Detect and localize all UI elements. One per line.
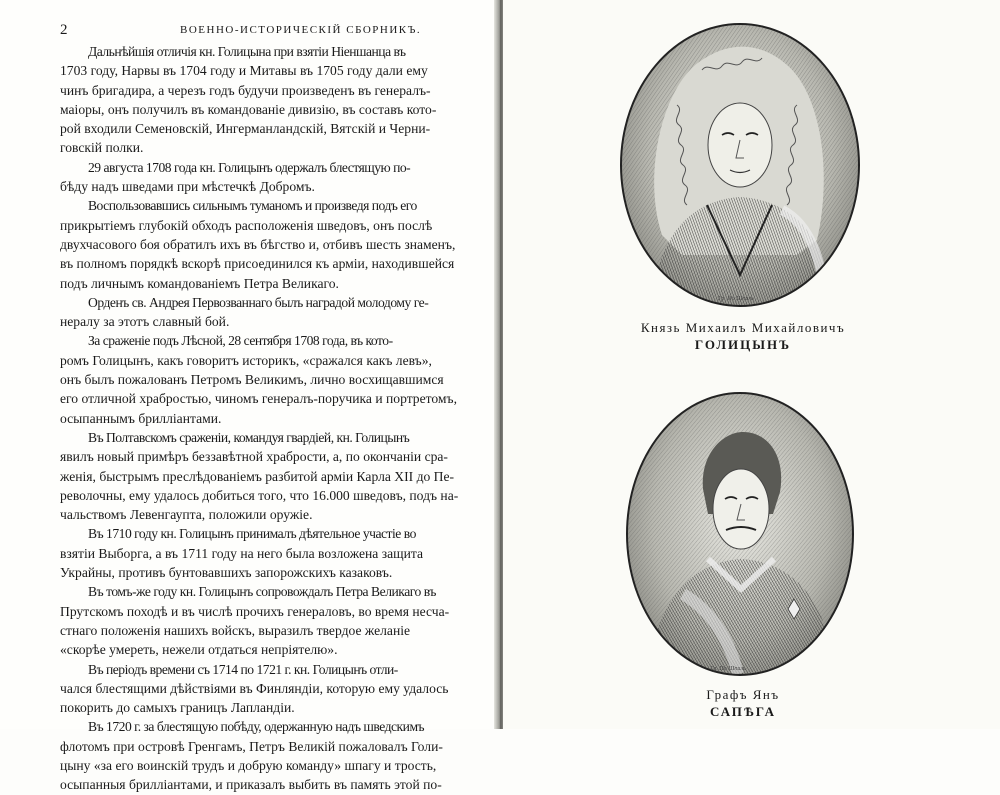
page-number: 2: [60, 22, 68, 38]
text-line: взятіи Выборга, а въ 1711 году на него была возложена защита: [60, 545, 424, 561]
portrait-sapieha: [626, 392, 854, 676]
text-line: «скорѣе умереть, нежели отдаться непріятелю».: [60, 642, 338, 658]
portrait-sapieha-engraving: [628, 394, 852, 674]
text-line: цыну «за его воинскій трудъ и добрую команду» шпагу и трость,: [60, 757, 437, 773]
paragraph: [60, 660, 470, 718]
text-line: явилъ новый примѣръ беззавѣтной храбрости, а, по окончаніи сра-: [60, 449, 448, 465]
paragraph: [60, 582, 470, 659]
paragraph: [60, 196, 470, 292]
text-line: Въ періодъ времени съ 1714 по 1721 г. кн. Голицынъ отли-: [88, 661, 398, 677]
body-text: [60, 42, 470, 795]
paragraph: [60, 524, 470, 582]
text-line: женія, быстрымъ преслѣдованіемъ разбитой арміи Карла XII до Пе-: [60, 468, 455, 484]
running-head: [60, 22, 480, 40]
text-line: Въ томъ-же году кн. Голицынъ сопровождалъ Петра Великаго въ: [88, 584, 436, 600]
portrait-2-caption-title: Графъ Янъ: [706, 687, 780, 702]
text-line: чинъ бригадира, а черезъ годъ будучи произведенъ въ генералъ-: [60, 82, 431, 98]
text-line: въ полномъ порядкѣ вскорѣ присоединился къ арміи, находившейся: [60, 256, 455, 272]
text-line: Украйны, противъ бунтовавшихъ запорожскихъ казаковъ.: [60, 565, 393, 581]
text-line: подъ личнымъ командованіемъ Петра Великаго.: [60, 275, 339, 291]
paragraph: [60, 331, 470, 427]
text-line: осыпаннымъ бриллiантами.: [60, 410, 222, 426]
text-line: Орденъ св. Андрея Первозваннаго былъ наградой молодому ге-: [88, 294, 429, 310]
portrait-golitsyn: [620, 23, 860, 307]
text-line: чальствомъ Левенгаупта, положили оружіе.: [60, 507, 313, 523]
portrait-1-caption-title: Князь Михаилъ Михайловичъ: [640, 320, 846, 335]
text-line: осыпанныя бриллiантами, и приказалъ выбить въ память этой по-: [60, 777, 442, 793]
paragraph: [60, 428, 470, 524]
engraver-signature-1: Гр. По Шпиль: [718, 296, 754, 302]
text-line: рой входили Семеновскій, Ингерманландскій, Вятскій и Черни-: [60, 121, 431, 137]
text-line: двухчасового боя обратилъ ихъ въ бѣгство и, отбивъ шесть знаменъ,: [60, 236, 456, 252]
text-line: его отличной храбростью, чиномъ генералъ-поручика и портретомъ,: [60, 391, 457, 407]
text-line: маіоры, онъ получилъ въ командованіе дивизію, въ составъ кото-: [60, 101, 437, 117]
text-line: Воспользовавшись сильнымъ туманомъ и произведя подъ его: [88, 198, 417, 214]
engraver-signature-2: Гр. По Шпиль: [710, 666, 746, 672]
text-line: Въ 1710 году кн. Голицынъ принималъ дѣятельное участіе во: [88, 526, 416, 542]
paragraph: [60, 42, 470, 158]
text-line: стнаго положенія нашихъ войскъ, выразилъ твердое желаніе: [60, 622, 411, 638]
text-line: 1703 году, Нарвы въ 1704 году и Митавы въ 1705 году дали ему: [60, 63, 428, 79]
text-line: флотомъ при островѣ Гренгамъ, Петръ Великій пожаловалъ Голи-: [60, 738, 443, 754]
text-line: За сраженіе подъ Лѣсной, 28 сентября 1708 года, въ кото-: [88, 333, 393, 349]
text-line: Въ 1720 г. за блестящую побѣду, одержанную надъ шведскимъ: [88, 719, 425, 735]
text-line: Дальнѣйшія отличія кн. Голицына при взятіи Ніеншанца въ: [88, 44, 406, 59]
left-page: [0, 0, 500, 793]
portrait-2-caption-name: САПѢГА: [709, 704, 777, 719]
text-line: чался блестящими дѣйствіями въ Финляндіи, которую ему удалось: [60, 680, 449, 696]
text-line: онъ былъ пожалованъ Петромъ Великимъ, лично восхищавшимся: [60, 372, 444, 388]
text-line: нералу за этотъ славный бой.: [60, 314, 230, 330]
running-title: ВОЕННО-ИСТОРИЧЕСКІЙ СБОРНИКЪ.: [180, 24, 422, 36]
right-page: [503, 0, 1000, 729]
text-line: прикрытіемъ глубокій обходъ расположенія шведовъ, онъ послѣ: [60, 217, 433, 233]
text-line: бѣду надъ шведами при мѣстечкѣ Добромъ.: [60, 179, 315, 195]
text-line: говскій полки.: [60, 140, 144, 156]
text-line: Прутскомъ походѣ и въ числѣ прочихъ генераловъ, во время несча-: [60, 603, 450, 619]
text-line: покорить до самыхъ границъ Лапландіи.: [60, 700, 295, 716]
text-line: 29 августа 1708 года кн. Голицынъ одержалъ блестящую по-: [88, 159, 411, 175]
text-line: револочны, ему удалось добиться того, что 16.000 шведовъ, подъ на-: [60, 487, 459, 503]
portrait-1-caption-name: ГОЛИЦЫНЪ: [694, 337, 792, 352]
text-line: ромъ Голицынъ, какъ говоритъ историкъ, «сражался какъ левъ»,: [60, 352, 432, 368]
paragraph: [60, 158, 470, 197]
text-line: Въ Полтавскомъ сраженіи, командуя гвардіей, кн. Голицынъ: [88, 429, 410, 445]
paragraph: [60, 293, 470, 332]
portrait-golitsyn-engraving: [622, 25, 858, 305]
